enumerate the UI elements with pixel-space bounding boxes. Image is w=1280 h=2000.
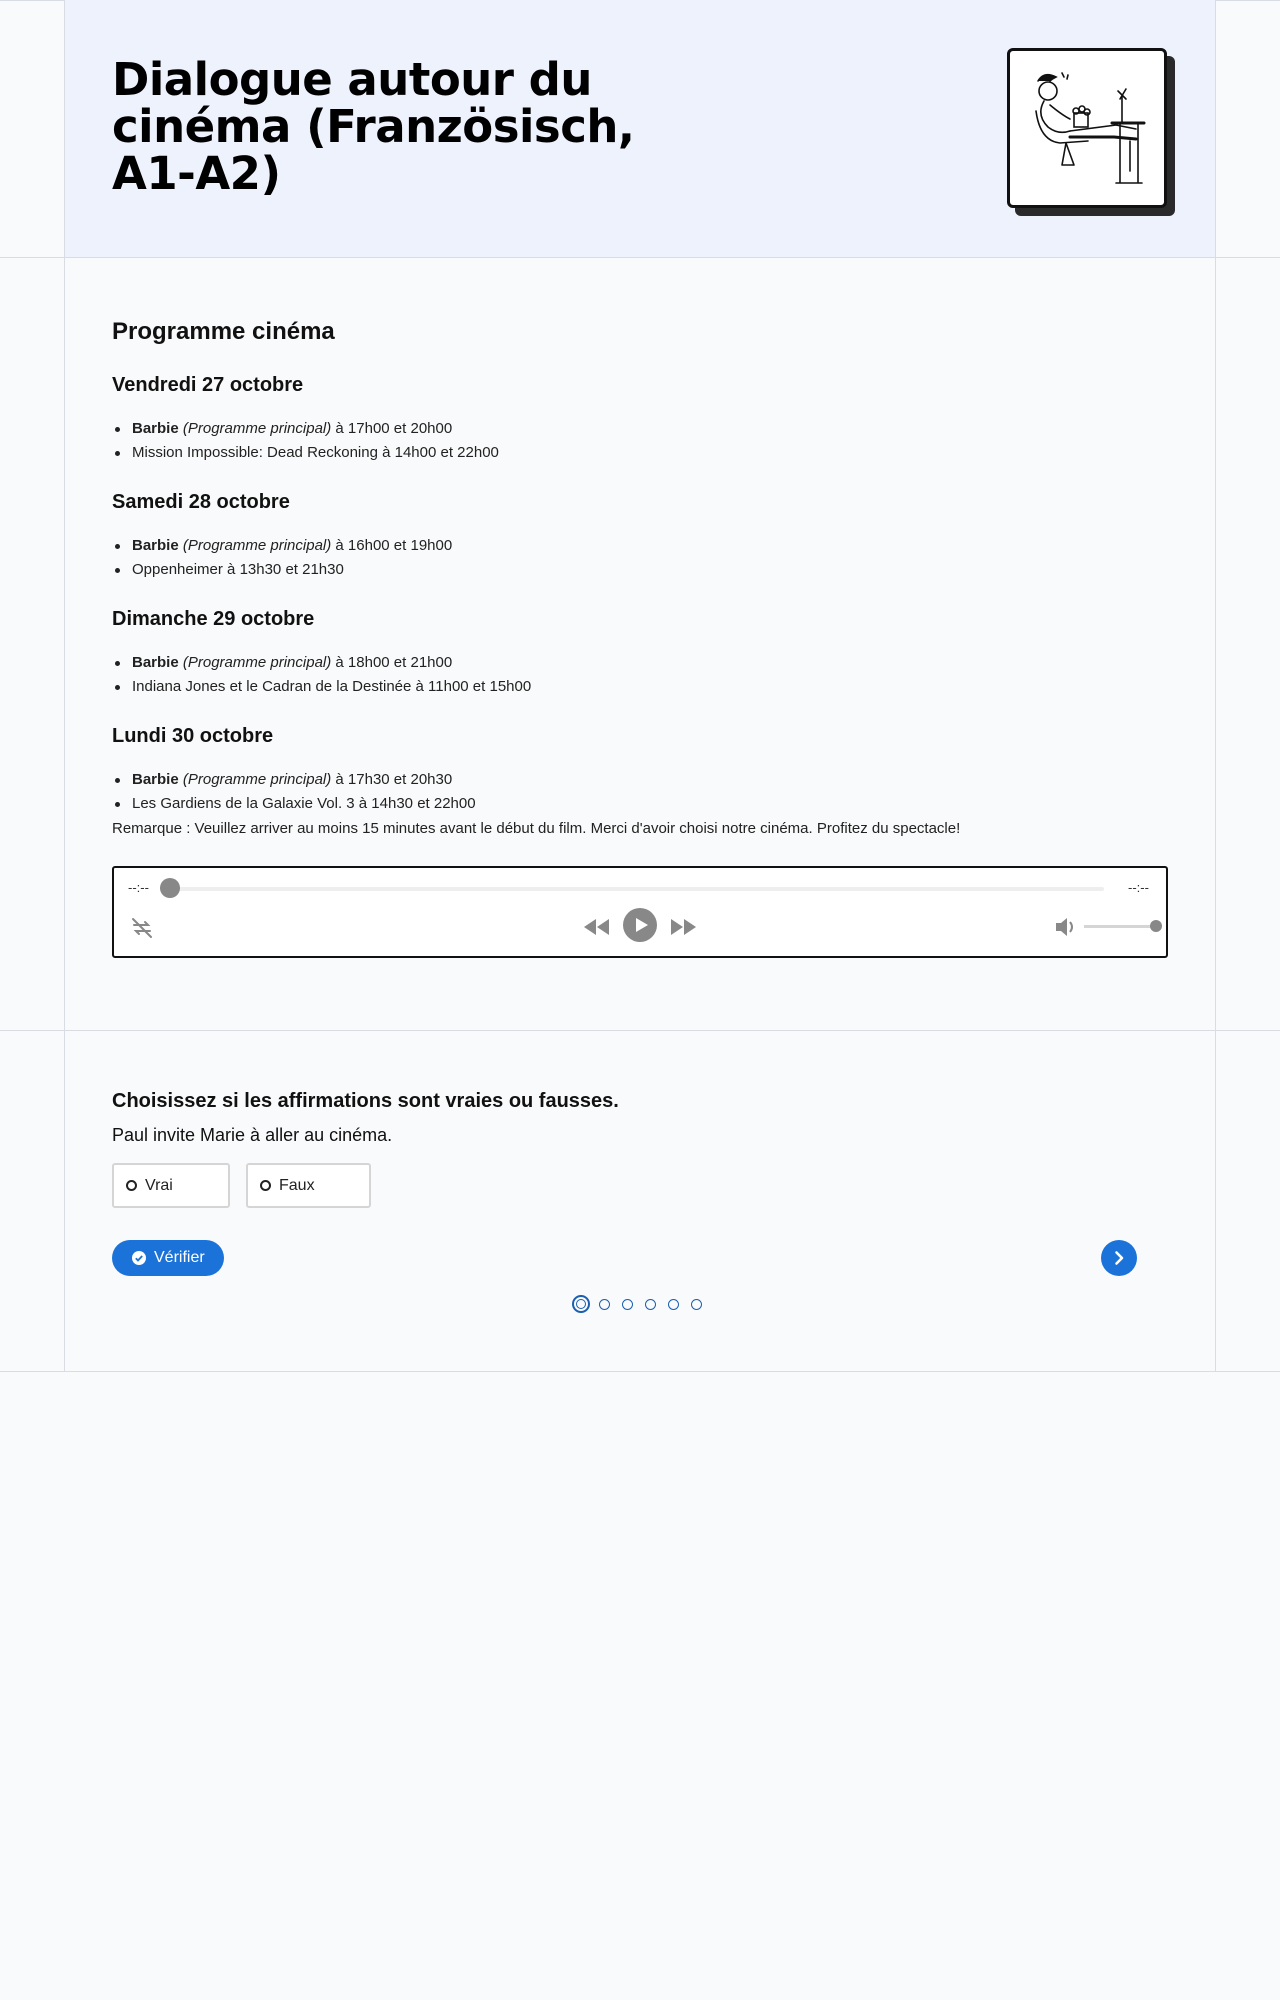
repeat-icon[interactable] (130, 916, 154, 945)
rewind-icon[interactable] (582, 916, 610, 943)
option-faux[interactable]: Faux (246, 1163, 371, 1208)
quiz-statement: Paul invite Marie à aller au cinéma. (112, 1125, 393, 1145)
pagination-dot[interactable] (691, 1299, 702, 1310)
progress-handle[interactable] (160, 878, 180, 898)
list-item: Barbie (Programme principal) à 18h00 et 21h00 (112, 651, 1172, 675)
play-button[interactable] (623, 908, 657, 947)
progress-track[interactable] (164, 887, 1104, 891)
fast-forward-icon[interactable] (670, 916, 698, 943)
program-note: Remarque : Veuillez arriver au moins 15 minutes avant le début du film. Merci d'avoir choisi notre cinéma. Profitez du spectacle! (112, 820, 961, 837)
day-heading: Samedi 28 octobre (112, 491, 290, 513)
check-circle-icon (132, 1251, 146, 1265)
quiz-instruction: Choisissez si les affirmations sont vraies ou fausses. (112, 1090, 619, 1112)
pagination-dot[interactable] (622, 1299, 633, 1310)
list-item: Mission Impossible: Dead Reckoning à 14h00 et 22h00 (112, 441, 1172, 465)
day-block (112, 491, 1172, 582)
program-section (112, 318, 1172, 837)
volume-icon[interactable] (1054, 916, 1078, 943)
day-block (112, 725, 1172, 816)
grid-line-header-bottom (0, 257, 1280, 258)
current-time: --:-- (128, 880, 149, 895)
audio-player (112, 866, 1168, 958)
chevron-right-icon (1111, 1250, 1127, 1266)
day-block (112, 608, 1172, 699)
option-vrai[interactable]: Vrai (112, 1163, 230, 1208)
grid-line-right (1215, 0, 1216, 1372)
pagination-dot[interactable] (645, 1299, 656, 1310)
header-illustration (1007, 48, 1175, 218)
page-header (65, 0, 1215, 257)
page-title: Dialogue autour du cinéma (Französisch, A1-A2) (112, 53, 635, 200)
program-heading: Programme cinéma (112, 318, 335, 345)
pagination-dot[interactable] (599, 1299, 610, 1310)
radio-icon[interactable] (126, 1180, 137, 1191)
schedule-list (112, 417, 1172, 465)
day-block (112, 374, 1172, 465)
day-heading: Lundi 30 octobre (112, 725, 274, 747)
verify-button[interactable]: Vérifier (112, 1240, 224, 1276)
list-item: Barbie (Programme principal) à 17h00 et 20h00 (112, 417, 1172, 441)
grid-line-program-bottom (0, 1030, 1280, 1031)
next-button[interactable] (1101, 1240, 1137, 1276)
schedule-list (112, 768, 1172, 816)
day-heading: Dimanche 29 octobre (112, 608, 315, 630)
grid-line-quiz-bottom (0, 1371, 1280, 1372)
total-time: --:-- (1128, 880, 1149, 895)
schedule-list (112, 534, 1172, 582)
list-item: Indiana Jones et le Cadran de la Destinée à 11h00 et 15h00 (112, 675, 1172, 699)
list-item: Oppenheimer à 13h30 et 21h30 (112, 558, 1172, 582)
list-item: Barbie (Programme principal) à 17h30 et 20h30 (112, 768, 1172, 792)
volume-track[interactable] (1084, 925, 1156, 928)
radio-icon[interactable] (260, 1180, 271, 1191)
person-watching-tv-icon (1007, 48, 1167, 208)
pagination-dot[interactable] (668, 1299, 679, 1310)
volume-handle[interactable] (1150, 920, 1162, 932)
list-item: Barbie (Programme principal) à 16h00 et 19h00 (112, 534, 1172, 558)
pagination-dot-active[interactable] (572, 1295, 590, 1313)
list-item: Les Gardiens de la Galaxie Vol. 3 à 14h30 et 22h00 (112, 792, 1172, 816)
schedule-list (112, 651, 1172, 699)
quiz-section (112, 1090, 1172, 1266)
pagination-dots (572, 1295, 714, 1313)
day-heading: Vendredi 27 octobre (112, 374, 304, 396)
